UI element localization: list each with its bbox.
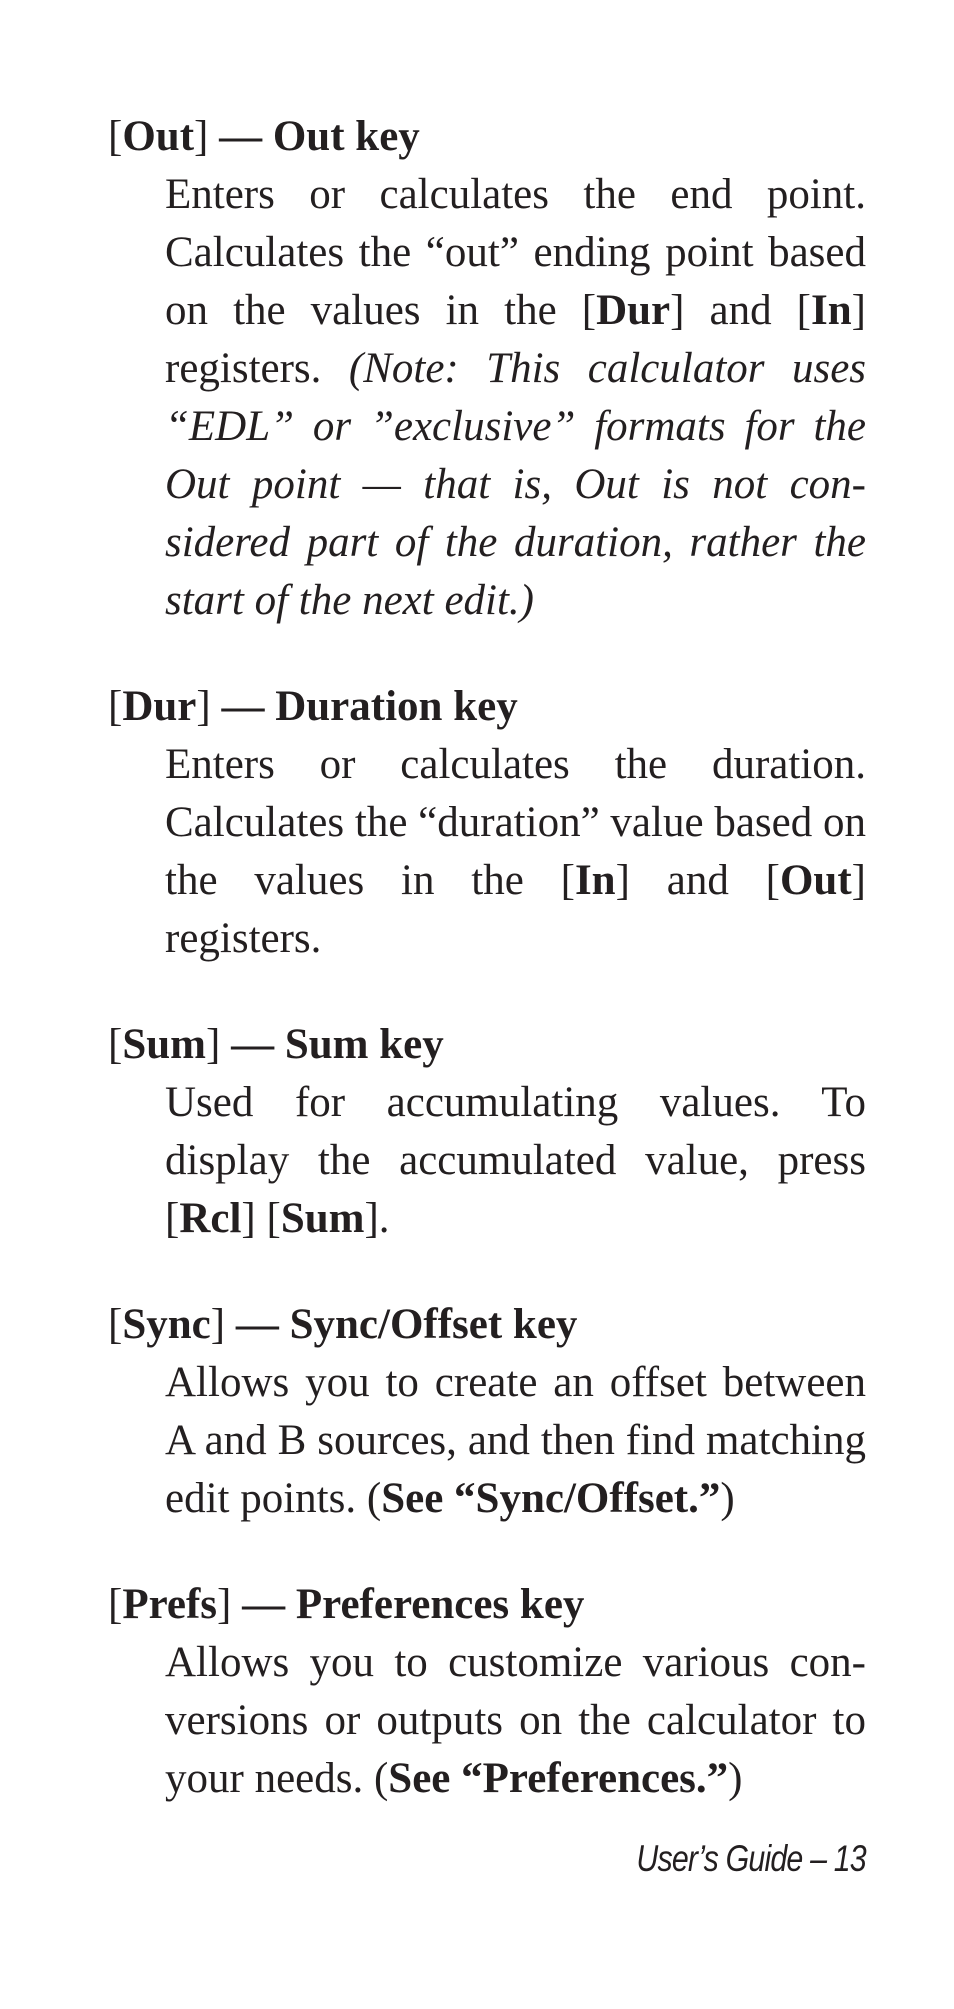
section-reference: See “Preferences.” — [388, 1755, 729, 1802]
entry-sync-key — [108, 1296, 866, 1528]
note: (Note: This calculator uses “EDL” or ”exclusive” formats for the Out point — that is, Out is not considered part of the duration, rather the start of the next edit.) — [165, 345, 867, 624]
page-footer: User’s Guide – 13 — [636, 1838, 866, 1879]
key-ref: In — [574, 857, 616, 904]
key-description: Sync/Offset key — [289, 1301, 578, 1348]
section-reference: See “Sync/Offset.” — [381, 1475, 721, 1522]
key-ref: Rcl — [179, 1195, 242, 1242]
entry-sum-key — [108, 1016, 866, 1248]
key-name: Prefs — [122, 1581, 218, 1628]
entry-title: [Prefs] — Preferences key — [108, 1581, 585, 1628]
key-description: Sum key — [284, 1021, 444, 1068]
key-name: Dur — [122, 683, 197, 730]
key-description: Preferences key — [295, 1581, 585, 1628]
entry-title: [Sum] — Sum key — [108, 1021, 444, 1068]
key-ref: Out — [779, 857, 852, 904]
entry-title: [Sync] — Sync/Offset key — [108, 1301, 578, 1348]
key-ref: Sum — [280, 1195, 365, 1242]
manual-page — [108, 108, 866, 1856]
entry-body: Enters or calculates the end point. Calculates the “out” ending point based on the values in the [Dur] and [In] registers. (Note: This calculator uses “EDL” or ”exclusive” formats for the Out point — that is, Out is not considered part of the duration, rather the start of the next edit.) — [165, 171, 867, 624]
key-name: Sum — [122, 1021, 206, 1068]
entry-dur-key — [108, 678, 866, 968]
entry-body: Allows you to create an offset between A and B sources, and then find matching edit points. (See “Sync/Offset.”) — [165, 1359, 866, 1522]
entry-out-key — [108, 108, 866, 630]
entry-prefs-key — [108, 1576, 866, 1808]
entry-body: Enters or calculates the duration. Calculates the “duration” value based on the values in the [In] and [Out] registers. — [165, 741, 866, 962]
key-name: Sync — [122, 1301, 211, 1348]
entry-title: [Dur] — Duration key — [108, 683, 518, 730]
key-ref: Dur — [596, 287, 671, 334]
key-description: Out key — [272, 113, 420, 160]
entry-title: [Out] — Out key — [108, 113, 420, 160]
key-description: Duration key — [275, 683, 518, 730]
entry-body: Allows you to customize various conversions or outputs on the calculator to your needs. (See “Preferences.”) — [165, 1639, 866, 1802]
entry-body: Used for accumulating values. To display the accumulated value, press [Rcl] [Sum]. — [165, 1079, 866, 1242]
key-ref: In — [811, 287, 852, 334]
key-name: Out — [122, 113, 195, 160]
